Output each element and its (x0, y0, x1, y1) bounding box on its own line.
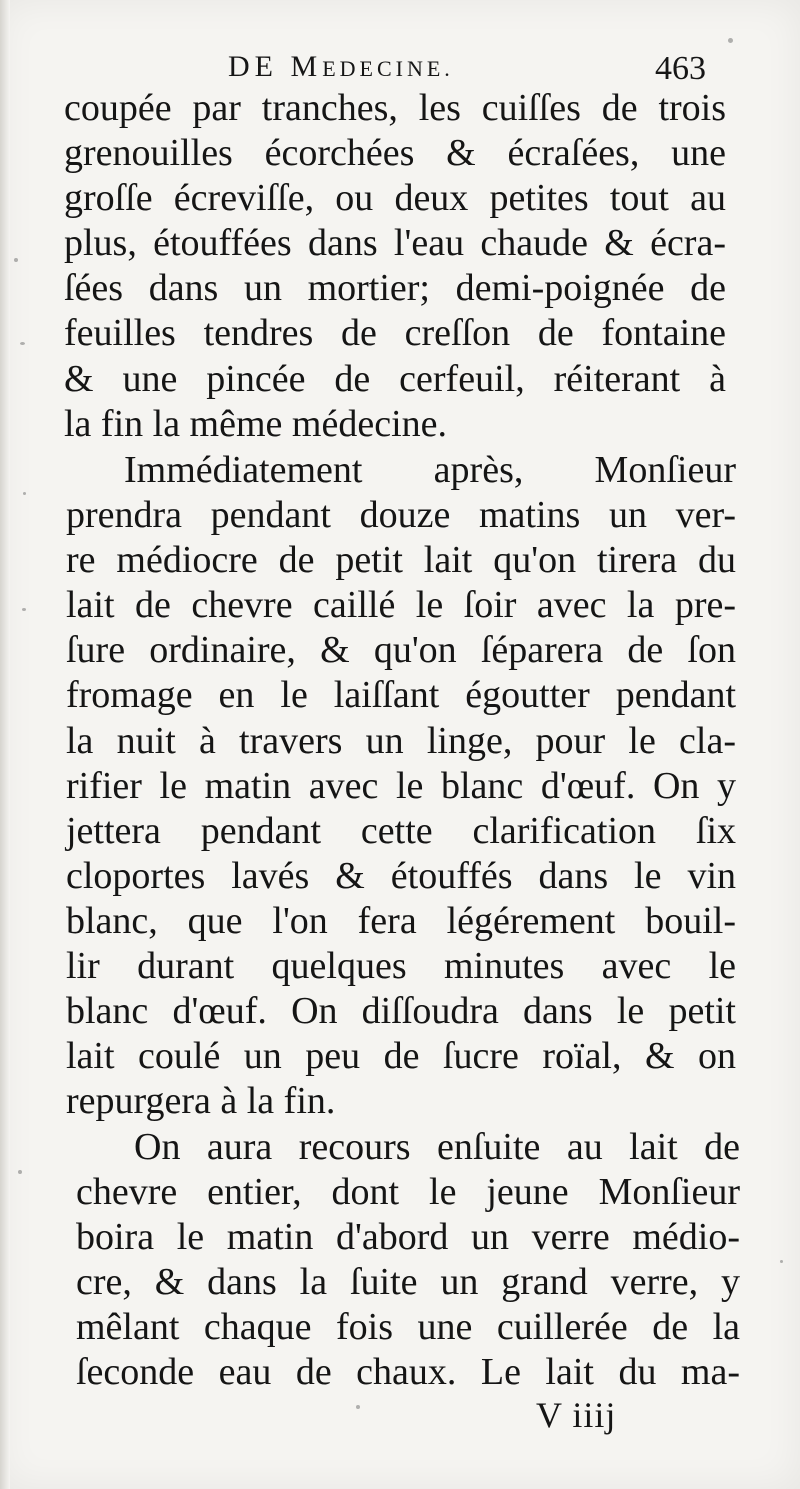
text-line: la nuit à travers un linge, pour le cla- (66, 719, 736, 762)
text-line: cloportes lavés & étouffés dans le vin (66, 854, 736, 897)
text-line: fromage en le laiſſant égoutter pendant (66, 674, 736, 717)
text-line: Immédiatement après, Monſieur (124, 449, 736, 491)
text-line: On aura recours enſuite au lait de (134, 1126, 740, 1168)
running-head (228, 50, 454, 84)
text-line: la fin la même médecine. (64, 402, 447, 445)
paper-speck (780, 1260, 783, 1263)
text-line: feuilles tendres de creſſon de fontaine (64, 312, 726, 355)
text-line: lait de chevre caillé le ſoir avec la pre- (66, 584, 736, 627)
text-line: jettera pendant cette clarification ſix (66, 809, 736, 852)
text-line: rifier le matin avec le blanc d'œuf. On y (66, 764, 736, 807)
paper-speck (22, 608, 26, 611)
text-line: ſées dans un mortier; demi-poignée de (64, 267, 726, 310)
paper-speck (356, 1405, 360, 1409)
page-gutter-shadow (0, 0, 10, 1489)
paper-speck (728, 38, 733, 43)
text-line: blanc d'œuf. On diſſoudra dans le petit (66, 990, 736, 1033)
text-line: ſure ordinaire, & qu'on ſéparera de ſon (66, 629, 736, 672)
text-line: chevre entier, dont le jeune Monſieur (76, 1171, 740, 1214)
text-line: prendra pendant douze matins un ver- (66, 494, 736, 537)
text-line: cre, & dans la ſuite un grand verre, y (76, 1261, 740, 1304)
paper-speck (18, 1170, 22, 1174)
text-line: boira le matin d'abord un verre médio- (76, 1216, 740, 1259)
paper-speck (14, 258, 18, 262)
text-line: repurgera à la fin. (66, 1080, 336, 1123)
paragraph-continuation (64, 86, 726, 447)
running-head-capital: M (290, 50, 323, 83)
text-line: blanc, que l'on fera légérement bouil- (66, 899, 736, 942)
text-line: ſeconde eau de chaux. Le lait du ma- (76, 1351, 740, 1394)
paper-speck (20, 342, 25, 345)
text-line: coupée par tranches, les cuiſſes de trois (64, 87, 726, 129)
page-number: 463 (655, 50, 706, 87)
text-line: & une pincée de cerfeuil, réiterant à (64, 357, 726, 400)
signature-mark: V iiij (536, 1395, 617, 1435)
paper-speck (23, 492, 26, 495)
running-head-rest: EDECINE. (322, 56, 454, 81)
running-head-prefix: DE (228, 50, 291, 83)
text-line: grenouilles écorchées & écraſées, une (64, 132, 726, 175)
text-line: lait coulé un peu de ſucre roïal, & on (66, 1035, 736, 1078)
paragraph-on-aura-recours (76, 1125, 740, 1396)
text-line: plus, étouffées dans l'eau chaude & écra- (64, 222, 726, 265)
text-line: re médiocre de petit lait qu'on tirera du (66, 539, 736, 582)
text-line: mêlant chaque fois une cuillerée de la (76, 1306, 740, 1349)
text-line: lir durant quelques minutes avec le (66, 945, 736, 988)
paragraph-immediatement (66, 448, 736, 1124)
text-line: groſſe écreviſſe, ou deux petites tout au (64, 177, 726, 220)
